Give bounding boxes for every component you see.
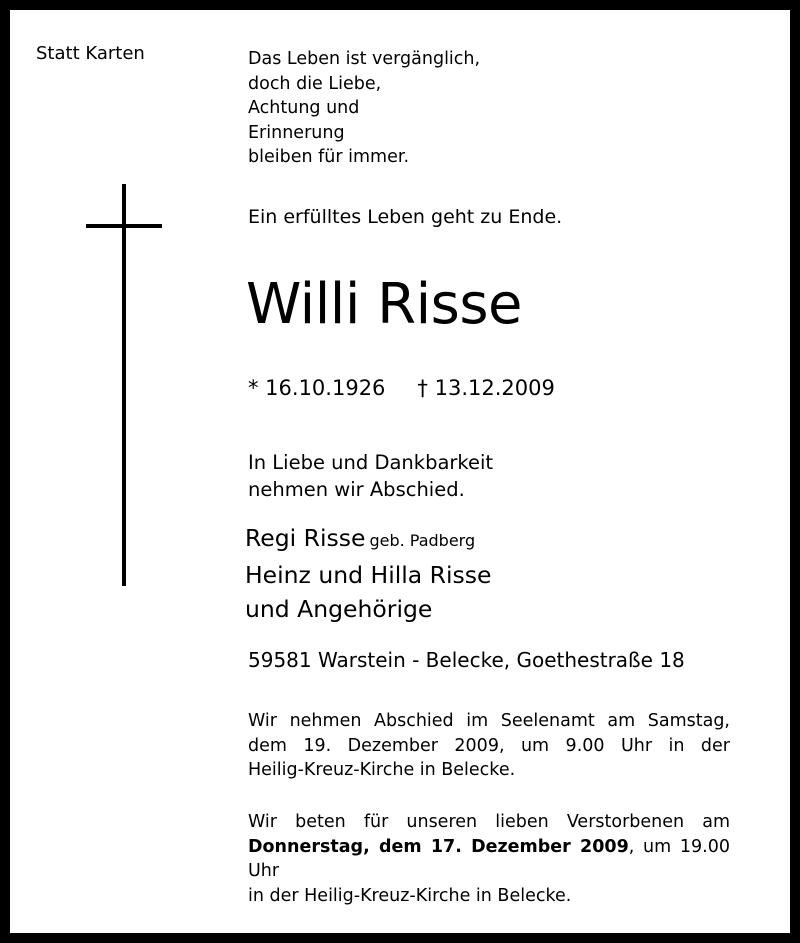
- poem-line: Erinnerung: [248, 122, 345, 143]
- mourners-list: [245, 521, 491, 626]
- cross-vertical-bar: [122, 184, 126, 586]
- intro-text: Ein erfülltes Leben geht zu Ende.: [248, 206, 563, 228]
- poem-line: Achtung und: [248, 98, 360, 118]
- mourner-line: und Angehörige: [245, 595, 433, 623]
- service-line: dem 19. Dezember 2009, um 9.00 Uhr in der: [248, 735, 730, 756]
- life-dates: [248, 376, 555, 400]
- prayer-line: [248, 835, 730, 884]
- cross-horizontal-bar: [86, 224, 162, 228]
- prayer-time: , um 19.00 Uhr: [248, 836, 730, 881]
- service-line: Wir nehmen Abschied im Seelenamt am Samstag,: [248, 711, 730, 731]
- service-notice: [248, 709, 730, 783]
- mourner-line: Heinz und Hilla Risse: [245, 561, 492, 589]
- mourner-line: [245, 521, 491, 558]
- farewell-text: [248, 449, 493, 503]
- service-line: Heilig-Kreuz-Kirche in Belecke.: [248, 760, 516, 780]
- poem-line: doch die Liebe,: [248, 73, 382, 94]
- statt-karten-label: Statt Karten: [36, 43, 145, 64]
- prayer-date-bold: Donnerstag, dem 17. Dezember 2009: [248, 836, 629, 857]
- maiden-name-note: geb. Padberg: [369, 531, 476, 550]
- farewell-line: In Liebe und Dankbarkeit: [248, 451, 494, 474]
- poem-line: Das Leben ist vergänglich,: [248, 49, 481, 69]
- prayer-notice: [248, 810, 730, 908]
- poem-line: bleiben für immer.: [248, 147, 410, 167]
- family-address: 59581 Warstein - Belecke, Goethestraße 18: [248, 648, 685, 672]
- mourner-name: Regi Risse: [245, 524, 366, 552]
- farewell-line: nehmen wir Abschied.: [248, 478, 465, 501]
- death-date: † 13.12.2009: [417, 376, 555, 400]
- deceased-name: Willi Risse: [246, 272, 522, 337]
- prayer-line: in der Heilig-Kreuz-Kirche in Belecke.: [248, 885, 572, 906]
- memorial-poem: [248, 47, 480, 170]
- birth-date: * 16.10.1926: [248, 376, 386, 400]
- prayer-line: Wir beten für unseren lieben Verstorbenen am: [248, 812, 730, 832]
- obituary-card: [10, 10, 790, 933]
